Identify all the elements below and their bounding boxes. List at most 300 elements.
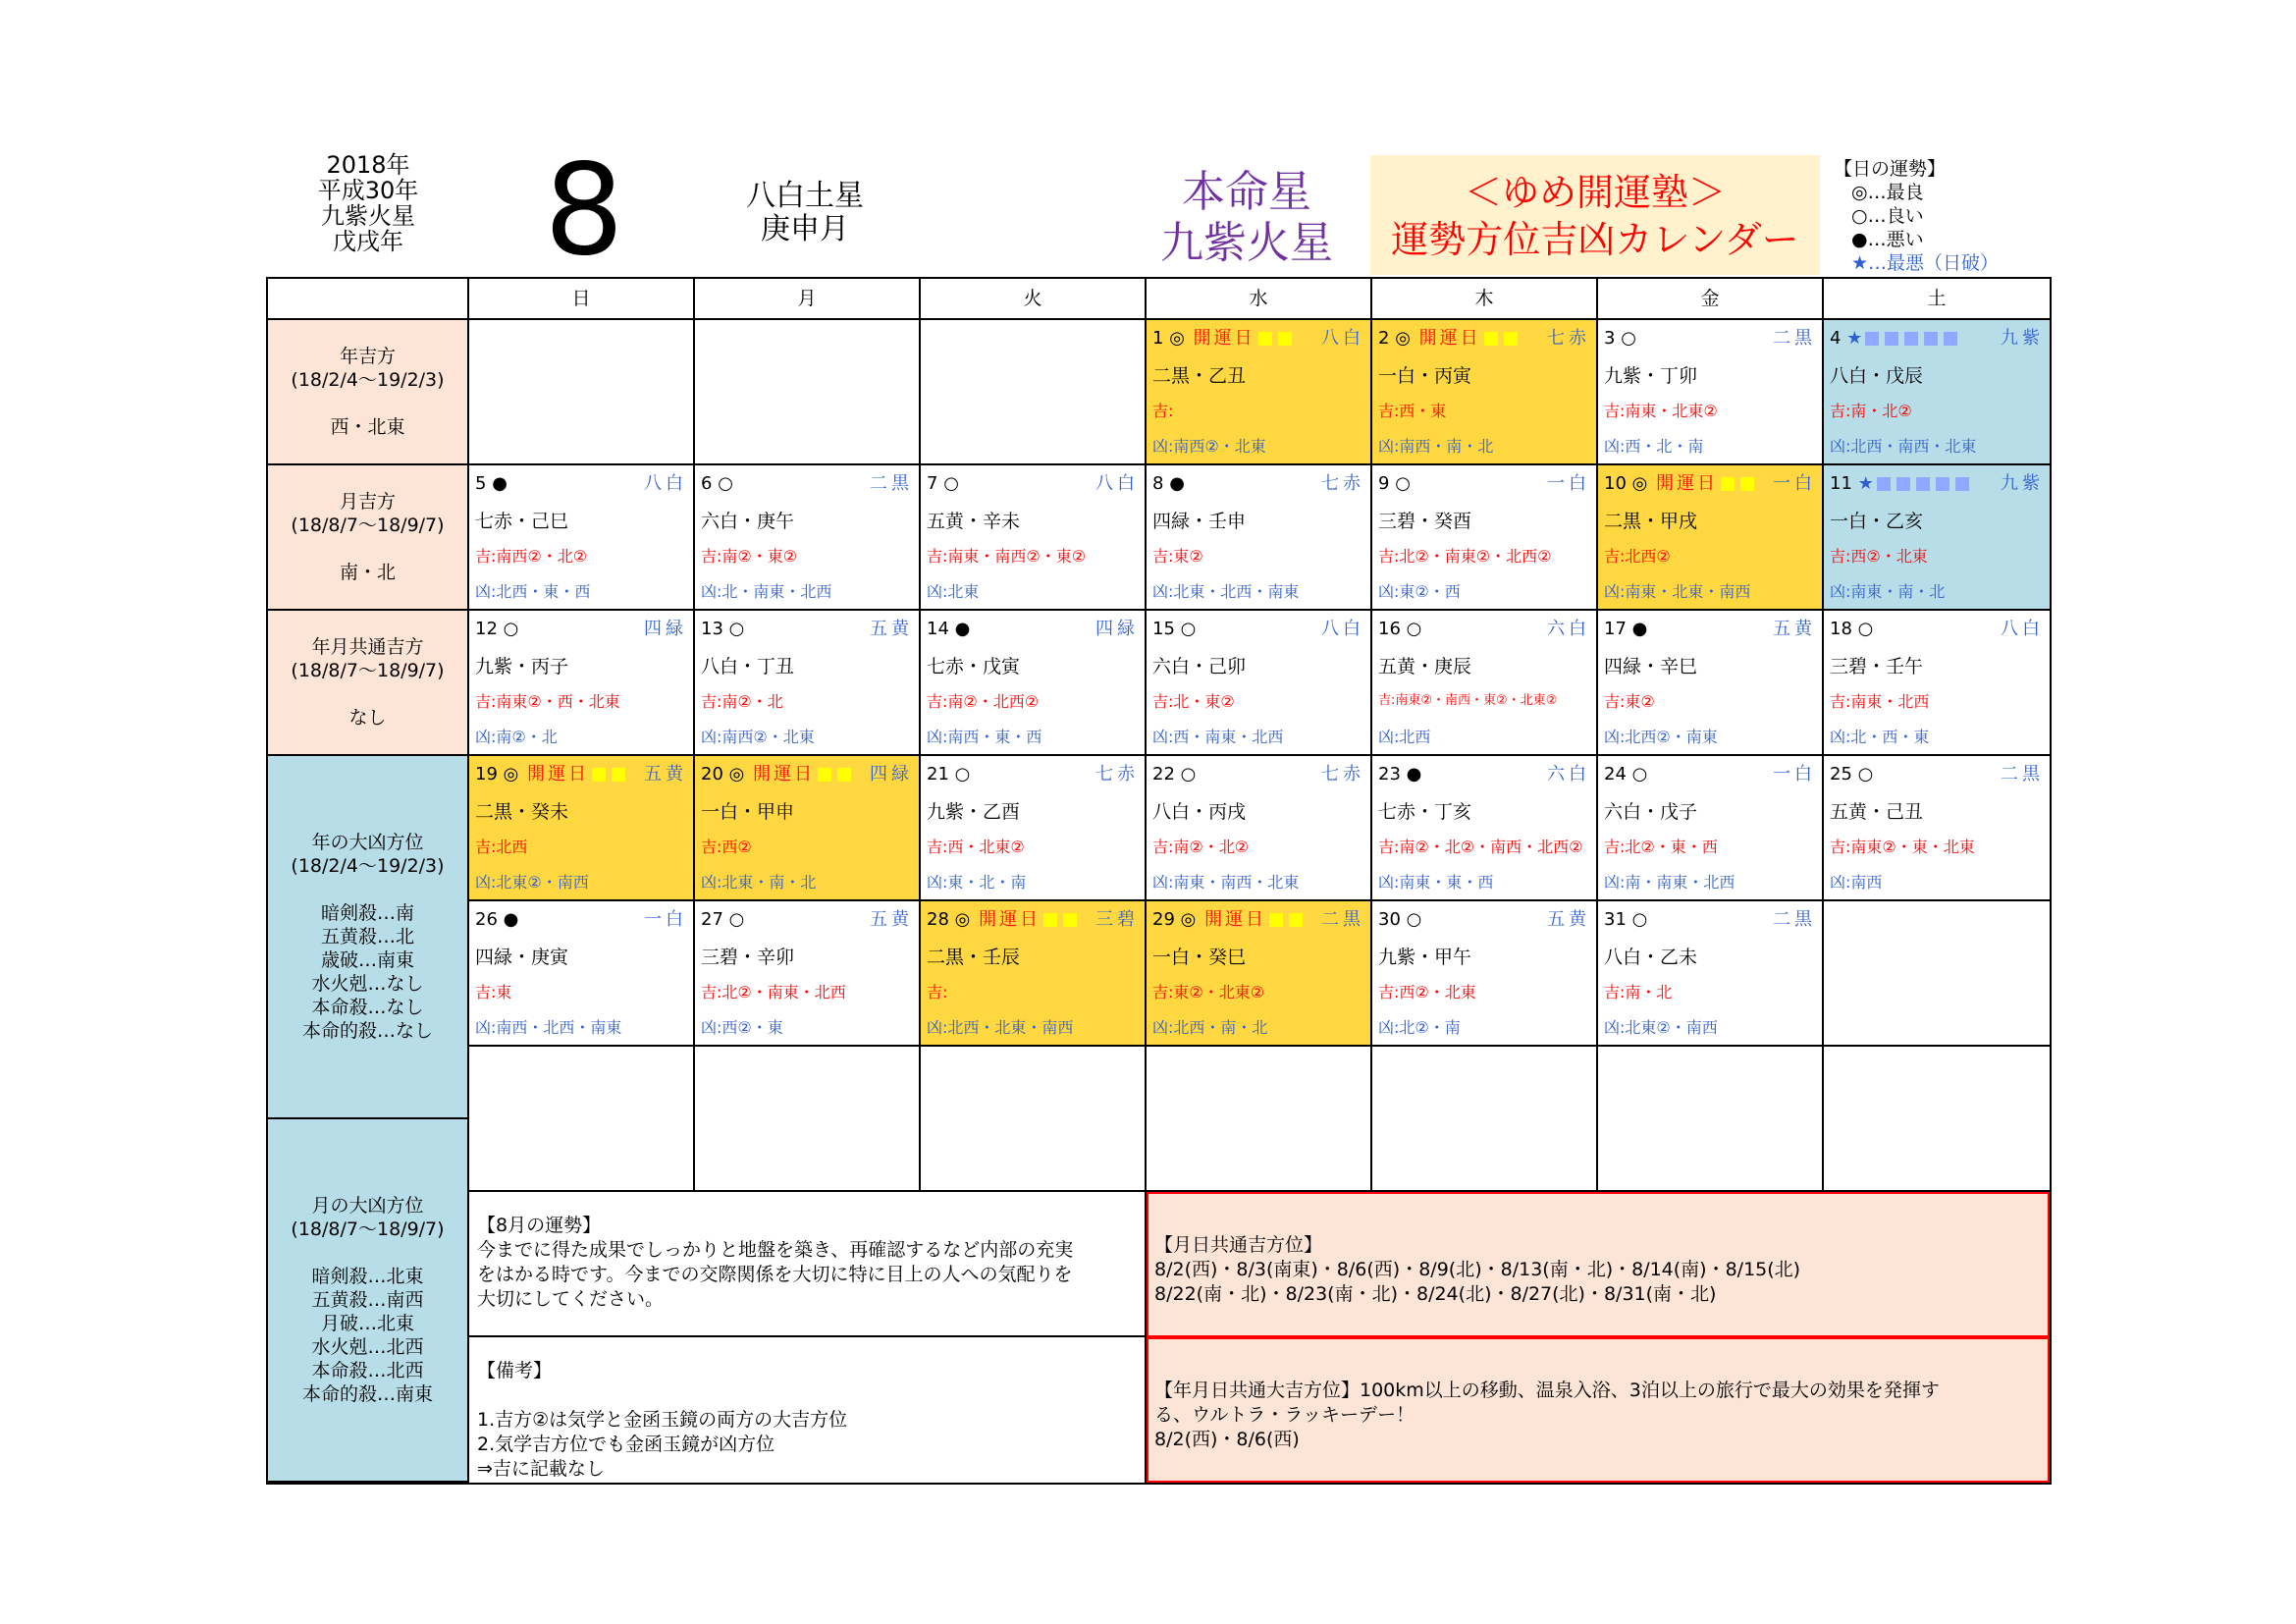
deco-square (1955, 477, 1969, 491)
fortune-mark: ○ (1631, 909, 1648, 930)
day-number-mark (927, 471, 959, 497)
day-number-mark (1378, 471, 1411, 497)
day-star: 九紫 (2001, 473, 2044, 494)
day-cell (1147, 611, 1372, 756)
fortune-mark: ◎ (1169, 328, 1185, 349)
day-number: 24 (1604, 764, 1632, 785)
day-pillar: 五黄・辛未 (927, 511, 1021, 532)
good-direction: 吉:北西 (475, 838, 528, 856)
day-cell (921, 465, 1147, 611)
day-number: 8 (1152, 473, 1170, 494)
day-star: 二黒 (1773, 909, 1816, 930)
deco-square (592, 768, 606, 782)
fortune-mark: ○ (1180, 619, 1197, 639)
day-star: 七赤 (1547, 328, 1590, 349)
day-pillar: 六白・戊子 (1604, 801, 1698, 823)
fortune-mark: ○ (1621, 328, 1636, 349)
empty-cell (1824, 901, 2050, 1047)
day-number: 16 (1378, 619, 1407, 639)
day-pillar: 二黒・乙丑 (1152, 365, 1247, 387)
day-header (475, 471, 687, 497)
day-cell (1372, 756, 1598, 901)
day-header (475, 907, 687, 933)
side-line: (18/2/4〜19/2/3) (291, 369, 445, 391)
kaiun-deco (589, 764, 628, 785)
month-star (707, 180, 903, 246)
day-number-mark (475, 617, 518, 642)
good-direction: 吉:東② (1604, 692, 1655, 711)
day-number: 26 (475, 909, 504, 930)
day-star: 二黒 (870, 473, 913, 494)
day-pillar: 二黒・壬辰 (927, 947, 1021, 968)
day-number-mark (475, 907, 518, 933)
calendar-title (1370, 155, 1820, 275)
day-number-mark (701, 907, 744, 933)
kaiun-deco (1255, 328, 1295, 349)
empty-cell (1824, 1047, 2050, 1192)
worst-deco (1874, 473, 1972, 494)
side-line: 本命殺…北西 (311, 1360, 424, 1381)
deco-square (1896, 477, 1910, 491)
day-header (701, 617, 913, 642)
title-line: 運勢方位吉凶カレンダー (1391, 218, 1799, 261)
weekday-header: 月 (695, 279, 921, 320)
day-star: 二黒 (2001, 764, 2044, 785)
day-header (1604, 762, 1816, 787)
day-pillar: 七赤・丁亥 (1378, 801, 1472, 823)
bad-direction: 凶:北東②・南西 (1604, 1018, 1718, 1037)
day-star: 一白 (1773, 764, 1816, 785)
day-cell (469, 901, 695, 1047)
day-cell (469, 465, 695, 611)
day-cell (1824, 320, 2050, 465)
good-direction: 吉:東② (1152, 547, 1203, 566)
good-direction: 吉:西② (701, 838, 752, 856)
kaiun-label: 開運日 (1184, 328, 1255, 349)
day-number-mark (1378, 617, 1421, 642)
day-pillar: 八白・丙戌 (1152, 801, 1247, 823)
day-number: 30 (1378, 909, 1407, 930)
day-pillar: 四緑・庚寅 (475, 947, 569, 968)
note-line: 1.吉方②は気学と金函玉鏡の両方の大吉方位 (477, 1409, 848, 1431)
bad-direction: 凶:北西 (1378, 728, 1431, 746)
fortune-mark: ◎ (728, 764, 745, 785)
day-pillar: 四緑・壬申 (1152, 511, 1247, 532)
bad-direction: 凶:北東 (927, 582, 980, 601)
day-cell (1824, 756, 2050, 901)
day-header (1152, 617, 1364, 642)
day-pillar: 六白・庚午 (701, 511, 795, 532)
good-direction: 吉:南西②・北② (475, 547, 588, 566)
day-number-mark (1830, 326, 1960, 352)
note-line: 8/2(西)・8/3(南東)・8/6(西)・8/9(北)・8/13(南・北)・8/14(南)・8/15(北) (1154, 1259, 1801, 1280)
side-line (268, 537, 467, 561)
side-line: 水火剋…北西 (311, 1336, 424, 1358)
day-pillar: 八白・戊辰 (1830, 365, 1924, 387)
fortune-mark: ◎ (1180, 909, 1197, 930)
deco-square (1904, 332, 1918, 346)
day-header (475, 617, 687, 642)
fortune-mark: ○ (954, 764, 971, 785)
day-star: 四緑 (644, 619, 687, 639)
day-pillar: 三碧・辛卯 (701, 947, 795, 968)
note-line: 【備考】 (477, 1360, 553, 1381)
fortune-mark: ● (503, 909, 519, 930)
fortune-mark: ○ (728, 619, 745, 639)
empty-cell (695, 1047, 921, 1192)
weekday-header: 水 (1147, 279, 1372, 320)
day-number: 2 (1378, 328, 1396, 349)
bad-direction: 凶:東・北・南 (927, 873, 1027, 892)
day-pillar: 三碧・壬午 (1830, 656, 1924, 677)
fortune-mark: ◎ (954, 909, 971, 930)
fortune-mark: ● (1169, 473, 1185, 494)
monthly-fortune (469, 1192, 1147, 1337)
note-line: 8/22(南・北)・8/23(南・北)・8/24(北)・8/27(北)・8/31(南・北) (1154, 1283, 1717, 1305)
day-number: 1 (1152, 328, 1170, 349)
fortune-mark: ◎ (1395, 328, 1411, 349)
bad-direction: 凶:南西②・北東 (1152, 437, 1266, 456)
bad-direction: 凶:西②・東 (701, 1018, 783, 1037)
month-number: 8 (544, 137, 624, 284)
day-number: 7 (927, 473, 944, 494)
day-number: 5 (475, 473, 493, 494)
empty-cell (921, 320, 1147, 465)
day-pillar: 一白・丙寅 (1378, 365, 1472, 387)
day-header (701, 471, 913, 497)
good-direction: 吉:南②・北② (1152, 838, 1250, 856)
day-number: 10 (1604, 473, 1632, 494)
day-star: 二黒 (1321, 909, 1364, 930)
side-line: (18/2/4〜19/2/3) (291, 855, 445, 877)
side-block (268, 465, 469, 611)
bad-direction: 凶:南・南東・北西 (1604, 873, 1735, 892)
day-number-mark (1604, 617, 1647, 642)
day-number: 15 (1152, 619, 1181, 639)
fortune-mark: ● (492, 473, 507, 494)
good-direction: 吉:南・北② (1830, 402, 1912, 420)
day-header (1604, 471, 1816, 497)
day-number-mark (927, 762, 970, 787)
note-line: をはかる時です。今までの交際関係を大切に特に目上の人への気配りを (477, 1264, 1073, 1285)
note-line: る、ウルトラ・ラッキーデー！ (1154, 1404, 1415, 1426)
side-line (268, 1241, 467, 1265)
deco-square (837, 768, 851, 782)
day-cell (1372, 611, 1598, 756)
bad-direction: 凶:西・北・南 (1604, 437, 1704, 456)
day-star: 四緑 (1095, 619, 1139, 639)
day-number-mark (1378, 326, 1521, 352)
fortune-mark: ● (954, 619, 971, 639)
day-star: 五黄 (1547, 909, 1590, 930)
side-line: 本命殺…なし (311, 997, 424, 1018)
side-line: 本命的殺…なし (301, 1020, 433, 1042)
day-cell (1147, 320, 1372, 465)
day-number: 6 (701, 473, 719, 494)
day-star: 四緑 (870, 764, 913, 785)
good-direction: 吉:南東・南西②・東② (927, 547, 1087, 566)
side-line: 歳破…南東 (320, 949, 414, 971)
weekday-header: 土 (1824, 279, 2050, 320)
bad-direction: 凶:北東・南・北 (701, 873, 817, 892)
bad-direction: 凶:南②・北 (475, 728, 558, 746)
day-number: 27 (701, 909, 729, 930)
fortune-mark: ○ (1406, 619, 1422, 639)
day-star: 六白 (1547, 619, 1590, 639)
day-number-mark (701, 617, 744, 642)
day-pillar: 七赤・戊寅 (927, 656, 1021, 677)
side-block (268, 320, 469, 465)
bad-direction: 凶:北・南東・北西 (701, 582, 832, 601)
fortune-mark: ◎ (503, 764, 519, 785)
day-number-mark (1830, 762, 1873, 787)
honmei-star (1148, 167, 1345, 269)
day-number-mark (1152, 762, 1196, 787)
weekday-header: 金 (1598, 279, 1824, 320)
kaiun-deco (815, 764, 854, 785)
legend-item: ◎…最良 (1851, 182, 1924, 203)
empty-cell (1372, 1047, 1598, 1192)
day-star: 七赤 (1095, 764, 1139, 785)
side-line (268, 878, 467, 901)
legend-item: ●…悪い (1851, 229, 1924, 250)
bad-direction: 凶:南西②・北東 (701, 728, 815, 746)
day-star: 八白 (2001, 619, 2044, 639)
month-star-line: 八白土星 (746, 179, 864, 213)
side-line (268, 392, 467, 415)
fortune-mark: ○ (1857, 619, 1874, 639)
good-direction: 吉:南・北 (1604, 983, 1673, 1001)
day-cell (1372, 320, 1598, 465)
common-day-directions (1147, 1192, 2050, 1337)
bad-direction: 凶:南西・北西・南東 (475, 1018, 622, 1037)
day-star: 八白 (644, 473, 687, 494)
day-number-mark (1378, 907, 1421, 933)
era-line: 2018年 (326, 151, 410, 179)
month-star-line: 庚申月 (761, 212, 849, 246)
bad-direction: 凶:北東・北西・南東 (1152, 582, 1300, 601)
day-pillar: 一白・乙亥 (1830, 511, 1924, 532)
note-line: 2.気学吉方位でも金函玉鏡が凶方位 (477, 1434, 775, 1455)
title-line: ＜ゆめ開運塾＞ (1464, 171, 1726, 214)
day-number-mark (1152, 471, 1185, 497)
side-line: 暗剣殺…南 (320, 902, 414, 924)
empty-cell (1598, 1047, 1824, 1192)
deco-square (1721, 477, 1735, 491)
fortune-mark: ★ (1857, 473, 1874, 494)
deco-square (1278, 332, 1292, 346)
good-direction: 吉:北西② (1604, 547, 1671, 566)
side-line: 五黄殺…北 (320, 926, 414, 947)
day-number-mark (1604, 762, 1647, 787)
day-header (701, 907, 913, 933)
day-star: 五黄 (870, 619, 913, 639)
fortune-mark: ○ (943, 473, 959, 494)
good-direction: 吉:南東②・東・北東 (1830, 838, 1975, 856)
bad-direction: 凶:北西・南・北 (1152, 1018, 1268, 1037)
kaiun-label: 開運日 (518, 764, 590, 785)
day-pillar: 八白・乙未 (1604, 947, 1698, 968)
side-line: (18/8/7〜18/9/7) (291, 514, 445, 536)
good-direction: 吉:北②・東・西 (1604, 838, 1718, 856)
day-header (1830, 617, 2044, 642)
day-number: 3 (1604, 328, 1622, 349)
day-star: 九紫 (2001, 328, 2044, 349)
note-line: ⇒吉に記載なし (477, 1458, 605, 1480)
weekday-header: 日 (469, 279, 695, 320)
worst-deco (1862, 328, 1960, 349)
bad-direction: 凶:北西・南西・北東 (1830, 437, 1977, 456)
calendar-grid (266, 277, 2052, 1485)
bad-direction: 凶:北・西・東 (1830, 728, 1930, 746)
side-line: 西・北東 (330, 416, 405, 438)
day-cell (1598, 611, 1824, 756)
day-number-mark (701, 471, 733, 497)
fortune-mark: ○ (728, 909, 745, 930)
side-line: 年吉方 (339, 346, 396, 367)
side-line: 南・北 (339, 562, 396, 583)
day-cell (1598, 901, 1824, 1047)
weekday-header: 木 (1372, 279, 1598, 320)
deco-square (1924, 332, 1938, 346)
kaiun-label: 開運日 (1196, 909, 1267, 930)
side-line: 年の大凶方位 (311, 832, 424, 853)
bad-direction: 凶:北②・南 (1378, 1018, 1461, 1037)
day-pillar: 二黒・癸未 (475, 801, 569, 823)
good-direction: 吉: (927, 983, 948, 1001)
day-number-mark (1604, 471, 1757, 497)
day-header (1378, 617, 1590, 642)
side-line: (18/8/7〜18/9/7) (291, 1218, 445, 1240)
day-star: 一白 (644, 909, 687, 930)
good-direction: 吉:西②・北東 (1378, 983, 1476, 1001)
day-star: 一白 (1773, 473, 1816, 494)
day-pillar: 五黄・己丑 (1830, 801, 1924, 823)
bad-direction: 凶:南西・南・北 (1378, 437, 1494, 456)
good-direction: 吉:南東・北西 (1830, 692, 1930, 711)
legend-title: 【日の運勢】 (1834, 158, 1947, 180)
day-number-mark (1830, 617, 1873, 642)
good-direction: 吉:西②・北東 (1830, 547, 1928, 566)
day-cell (1598, 320, 1824, 465)
good-direction: 吉:南東②・南西・東②・北東② (1378, 693, 1558, 708)
day-header (1152, 907, 1364, 933)
honmei-line: 九紫火星 (1160, 218, 1333, 268)
note-line (477, 1383, 1137, 1408)
day-cell (1372, 465, 1598, 611)
day-cell (695, 901, 921, 1047)
day-number: 12 (475, 619, 504, 639)
good-direction: 吉: (1152, 402, 1174, 420)
header-corner (268, 279, 469, 320)
day-number: 25 (1830, 764, 1858, 785)
note-line: 8/2(西)・8/6(西) (1154, 1429, 1300, 1450)
day-header (1378, 471, 1590, 497)
empty-cell (1147, 1047, 1372, 1192)
kaiun-deco (1718, 473, 1757, 494)
day-header (927, 617, 1139, 642)
empty-cell (469, 1047, 695, 1192)
good-direction: 吉:南②・北西② (927, 692, 1040, 711)
side-block (268, 1119, 469, 1483)
day-pillar: 三碧・癸酉 (1378, 511, 1472, 532)
day-header (1604, 907, 1816, 933)
bad-direction: 凶:北西②・南東 (1604, 728, 1718, 746)
side-block (268, 611, 469, 756)
deco-square (1865, 332, 1879, 346)
day-pillar: 九紫・丁卯 (1604, 365, 1698, 387)
bad-direction: 凶:北東②・南西 (475, 873, 589, 892)
day-pillar: 一白・甲申 (701, 801, 795, 823)
day-pillar: 一白・癸巳 (1152, 947, 1247, 968)
bad-direction: 凶:南西 (1830, 873, 1883, 892)
remarks (469, 1337, 1147, 1483)
day-number: 22 (1152, 764, 1181, 785)
day-header (1830, 762, 2044, 787)
day-star: 七赤 (1321, 764, 1364, 785)
deco-square (1936, 477, 1949, 491)
day-cell (695, 756, 921, 901)
day-pillar: 六白・己卯 (1152, 656, 1247, 677)
deco-square (1484, 332, 1498, 346)
fortune-mark: ◎ (1631, 473, 1648, 494)
day-number-mark (1604, 907, 1647, 933)
day-header (475, 762, 687, 787)
day-header (1830, 471, 2044, 497)
side-line (268, 682, 467, 706)
kaiun-label: 開運日 (970, 909, 1041, 930)
day-number: 20 (701, 764, 729, 785)
good-direction: 吉:北②・南東②・北西② (1378, 547, 1552, 566)
side-line: 年月共通吉方 (311, 636, 424, 658)
bad-direction: 凶:北西・東・西 (475, 582, 591, 601)
day-number-mark (1604, 326, 1636, 352)
day-header (1152, 471, 1364, 497)
day-header (701, 762, 913, 787)
bad-direction: 凶:南西・東・西 (927, 728, 1042, 746)
legend-item: ○…良い (1851, 205, 1924, 227)
day-number-mark (1152, 907, 1306, 933)
day-star: 五黄 (1773, 619, 1816, 639)
fortune-mark: ★ (1846, 328, 1863, 349)
good-direction: 吉:南東・北東② (1604, 402, 1718, 420)
day-cell (1824, 611, 2050, 756)
day-header (1378, 326, 1590, 352)
bad-direction: 凶:南東・東・西 (1378, 873, 1494, 892)
side-line: 五黄殺…南西 (311, 1289, 424, 1311)
deco-square (1258, 332, 1272, 346)
deco-square (1289, 913, 1303, 927)
kaiun-label: 開運日 (1410, 328, 1481, 349)
note-line: 【年月日共通大吉方位】100km以上の移動、温泉入浴、3泊以上の旅行で最大の効果を発揮す (1154, 1380, 1940, 1401)
day-star: 五黄 (870, 909, 913, 930)
kaiun-deco (1481, 328, 1521, 349)
day-number: 21 (927, 764, 955, 785)
day-header (1604, 617, 1816, 642)
day-cell (1147, 901, 1372, 1047)
deco-square (1944, 332, 1957, 346)
day-number: 11 (1830, 473, 1858, 494)
day-cell (469, 756, 695, 901)
day-header (927, 471, 1139, 497)
side-line: 水火剋…なし (311, 973, 424, 995)
deco-square (1504, 332, 1518, 346)
day-number-mark (701, 762, 854, 787)
deco-square (1063, 913, 1077, 927)
day-number: 14 (927, 619, 955, 639)
note-line: 大切にしてください。 (477, 1288, 665, 1310)
day-header (927, 762, 1139, 787)
